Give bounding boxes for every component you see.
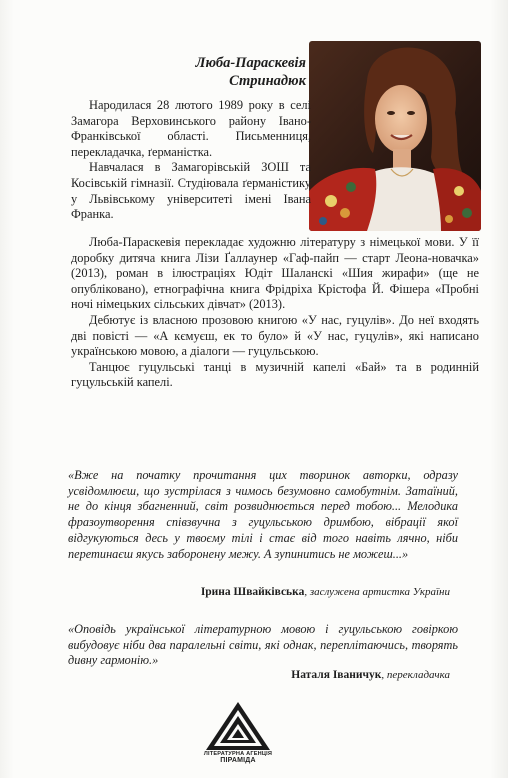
reviewer-name-1: Ірина Швайківська	[200, 586, 305, 598]
author-bio-main	[71, 235, 479, 391]
review-quote-1: «Вже на початку прочитання цих творинок авторки, одразу усвідомлюєш, що зустрілася з чимось безумовно самобутнім. Затаїний, не до кінця збагненний, світ розвиднюється перед тобою... Мелодика фразоутворення співзвучна з гуцульською дримбою, вібрації якої відгукуються десь у твоєму тілі і стає від того навіть лячно, ніби перетинаєш якусь заборонену межу. А зупинитись не можеш...»	[68, 468, 458, 561]
author-name	[128, 54, 306, 90]
publisher-name	[196, 751, 280, 764]
review-attribution-1	[201, 585, 450, 599]
publisher-name-line2: ПІРАМІДА	[220, 756, 256, 764]
review-quote-2: «Оповідь української літературною мовою і гуцульською говіркою вибудовує ніби два паралельні світи, які однак, переплітаючись, творять дивну гармонію.»	[68, 622, 458, 668]
bio-paragraph-dance: Танцює гуцульські танці в музичній капелі «Бай» та в родинній гуцульській капелі.	[71, 359, 479, 390]
reviewer-name-2: Наталя Іваничук	[291, 669, 382, 681]
publisher-name-line1: ЛІТЕРАТУРНА АГЕНЦІЯ	[203, 751, 273, 757]
author-photo	[309, 41, 481, 231]
reviewer-role-1: , заслужена артистка України	[304, 586, 450, 598]
bio-paragraph-translations: Люба-Параскевія перекладає художню літературу з німецької мови. У її доробку дитяча книга Лізи Ґаллаунер «Гаф-пайп — старт Леона-новачка» (2013), роман в ілюстраціях Юдіт Шаланскі «Шия жирафи» (ще не опубліковано), етнографічна книга Фрідріха Крістофа Й. Фішера «Пробні ночі німецьких сільських дівчат» (2013).	[71, 235, 479, 312]
review-attribution-2	[291, 668, 450, 682]
author-bio-top	[71, 98, 311, 223]
author-name-line2: Стринадюк	[229, 73, 306, 89]
bio-paragraph-debut: Дебютує із власною прозовою книгою «У нас, гуцулів». До неї входять дві повісті — «А кємуєш, ек то було» й «У нас, гуцулів», які написано українською мовою, а діалоги — гуцульською.	[71, 312, 479, 359]
bio-paragraph-birth: Народилася 28 лютого 1989 року в селі Замагора Верховинського району Івано-Франківської області. Письменниця, перекладачка, ґерманістка.	[71, 98, 311, 159]
author-name-line1: Люба-Параскевія	[195, 55, 306, 71]
reviewer-role-2: , перекладачка	[381, 669, 450, 681]
bio-paragraph-education: Навчалася в Замагорівській ЗОШ та Косівській гімназії. Студіювала ґерманістику у Львівському університеті імені Івана Франка.	[71, 160, 311, 222]
